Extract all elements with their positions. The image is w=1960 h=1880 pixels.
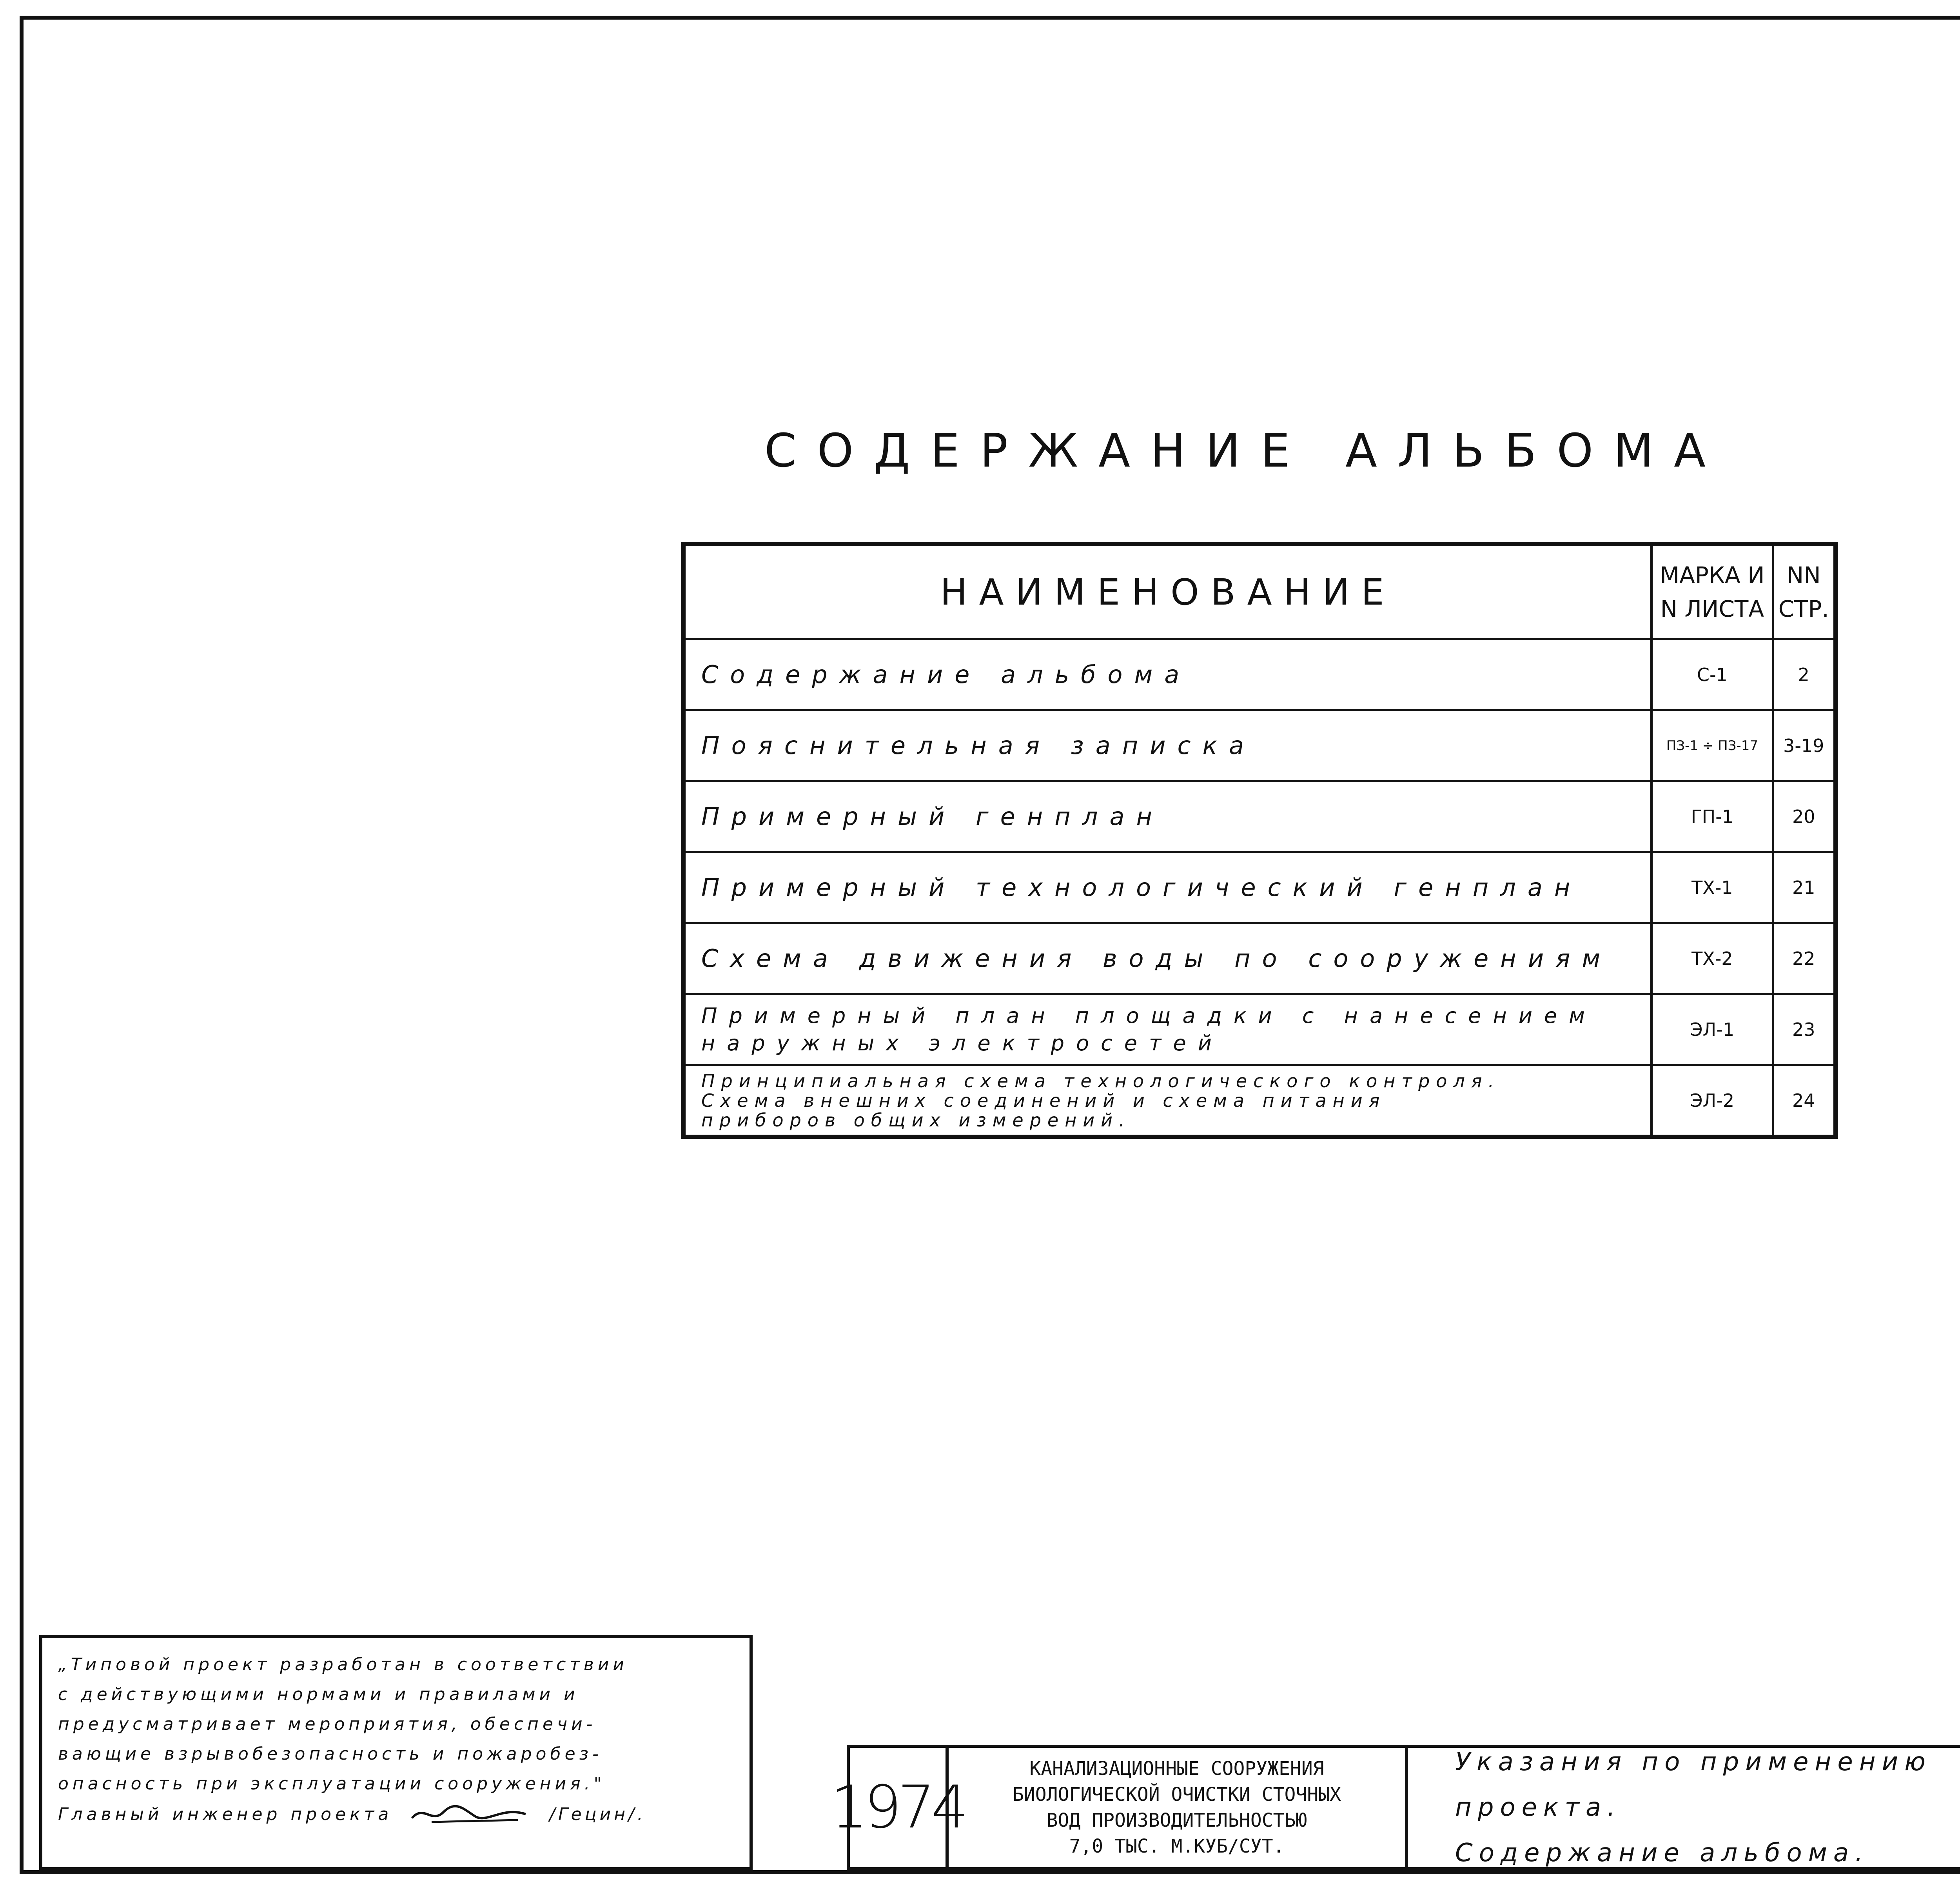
table-row <box>684 994 1836 1065</box>
year: 1974 <box>831 1773 965 1842</box>
title-block-object <box>946 1745 1408 1870</box>
row-page: 20 <box>1773 781 1836 852</box>
engineer-label: Главный инженер проекта <box>58 1804 393 1824</box>
row-page: 21 <box>1773 852 1836 923</box>
table-header-row <box>684 544 1836 639</box>
row-page: 23 <box>1773 994 1836 1065</box>
table-row <box>684 781 1836 852</box>
engineer-name: /Гецин/. <box>549 1804 646 1824</box>
row-page: 24 <box>1773 1065 1836 1137</box>
object-name: КАНАЛИЗАЦИОННЫЕ СООРУЖЕНИЯ БИОЛОГИЧЕСКОЙ ОЧИСТКИ СТОЧНЫХ ВОД ПРОИЗВОДИТЕЛЬНОСТЬЮ 7,0 ТЫС. М.КУБ/СУТ. <box>1012 1758 1341 1857</box>
row-page: 2 <box>1773 639 1836 710</box>
row-mark: ПЗ-1 ÷ ПЗ-17 <box>1651 710 1773 781</box>
engineer-line <box>58 1800 738 1828</box>
header-name: НАИМЕНОВАНИЕ <box>684 544 1652 639</box>
row-name: Содержание альбома <box>684 639 1652 710</box>
header-page: NN СТР. <box>1773 544 1836 639</box>
row-mark: ЭЛ-1 <box>1651 994 1773 1065</box>
row-name: Принципиальная схема технологического контроля. Схема внешних соединений и схема питания приборов общих измерений. <box>684 1065 1652 1137</box>
row-name: Примерный технологический генплан <box>684 852 1652 923</box>
table-row <box>684 710 1836 781</box>
row-mark: ГП-1 <box>1651 781 1773 852</box>
row-page: 22 <box>1773 923 1836 994</box>
table-row <box>684 923 1836 994</box>
note-box <box>39 1635 753 1870</box>
row-name: Схема движения воды по сооружениям <box>684 923 1652 994</box>
title-block-year <box>831 1745 965 1870</box>
page-title: СОДЕРЖАНИЕ АЛЬБОМА <box>764 423 1726 478</box>
row-name: Примерный генплан <box>684 781 1652 852</box>
note-text: „Типовой проект разработан в соответствии с действующими нормами и правилами и предусматривает мероприятия, обеспечи- вающие взрывобезопасность и пожаробез- опасность при эксплуатации сооружения." <box>58 1655 628 1794</box>
sheet-title: Указания по применению проекта. Содержание альбома. <box>1455 1747 1932 1867</box>
title-block-sheet-title <box>1405 1745 1960 1870</box>
signature-icon <box>408 1800 534 1828</box>
table-row <box>684 639 1836 710</box>
row-mark: ЭЛ-2 <box>1651 1065 1773 1137</box>
row-mark: С-1 <box>1651 639 1773 710</box>
table-row <box>684 852 1836 923</box>
row-name: Примерный план площадки с нанесением наружных электросетей <box>684 994 1652 1065</box>
row-page: 3-19 <box>1773 710 1836 781</box>
header-mark: МАРКА И N ЛИСТА <box>1651 544 1773 639</box>
contents-table <box>681 542 1838 1139</box>
row-name: Пояснительная записка <box>684 710 1652 781</box>
row-mark: ТХ-1 <box>1651 852 1773 923</box>
table-row <box>684 1065 1836 1137</box>
row-mark: ТХ-2 <box>1651 923 1773 994</box>
